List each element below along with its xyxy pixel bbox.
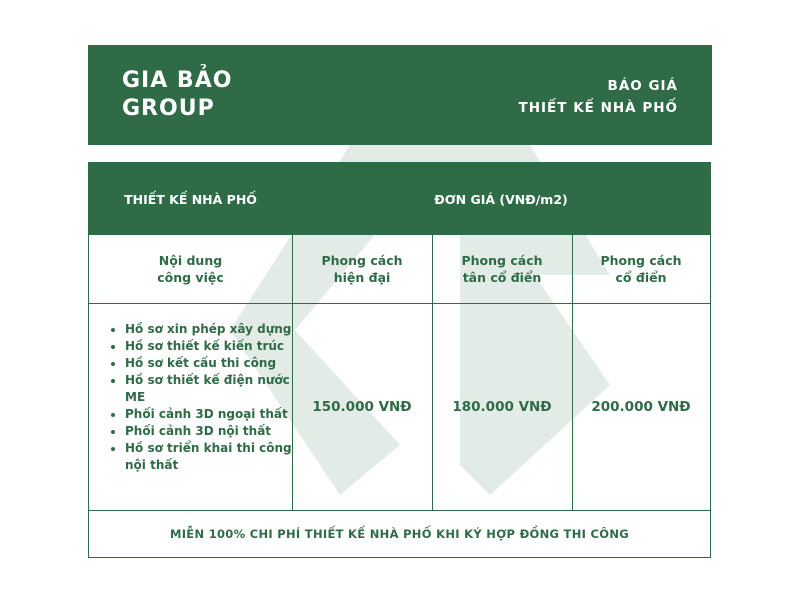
price-neoclassical: 180.000 VNĐ [452,398,552,415]
price-classical: 200.000 VNĐ [591,398,691,415]
footer-note: MIỄN 100% CHI PHÍ THIẾT KẾ NHÀ PHỐ KHI KÝ HỢP ĐỒNG THI CÔNG [169,526,629,541]
brand-line-1: GIA BẢO [122,68,233,93]
content-header-line-2: công việc [157,270,224,285]
style-header-line-1: Phong cách [461,253,543,268]
divider [432,235,433,510]
divider [89,303,710,304]
divider [89,510,710,511]
divider [572,235,573,510]
style-header-line-2: hiện đại [333,270,391,285]
list-item: • Hồ sơ xin phép xây dựng [125,321,295,338]
title-line-2: THIẾT KẾ NHÀ PHỐ [518,100,678,116]
column-header-unit-price: ĐƠN GIÁ (VNĐ/m2) [292,163,710,235]
content-header-line-1: Nội dung [158,253,223,268]
price-modern: 150.000 VNĐ [312,398,412,415]
style-header-line-2: tân cổ điển [462,270,542,285]
document-title [519,75,678,119]
price-table [88,162,711,558]
content-header [89,235,292,303]
list-item: • Hồ sơ thiết kế kiến trúc [125,338,295,355]
style-header-classical [572,235,710,303]
style-header-neoclassical [432,235,572,303]
title-line-1: BÁO GIÁ [607,78,678,94]
work-items-cell [89,303,292,510]
list-item: • Phối cảnh 3D ngoại thất [125,406,295,423]
list-item: • Hồ sơ triển khai thi công nội thất [125,440,295,474]
style-header-line-2: cổ điển [615,270,667,285]
list-item: • Hồ sơ thiết kế điện nước ME [125,372,295,406]
brand-line-2: GROUP [122,96,215,121]
list-item: • Phối cảnh 3D nội thất [125,423,295,440]
work-items-list [105,321,295,474]
style-header-line-1: Phong cách [321,253,403,268]
style-header-line-1: Phong cách [600,253,682,268]
header-banner [88,45,712,145]
list-item: • Hồ sơ kết cấu thi công [125,355,295,372]
divider [292,163,293,510]
brand-name [122,67,232,123]
column-header-design: THIẾT KẾ NHÀ PHỐ [89,163,292,235]
style-header-modern [292,235,432,303]
